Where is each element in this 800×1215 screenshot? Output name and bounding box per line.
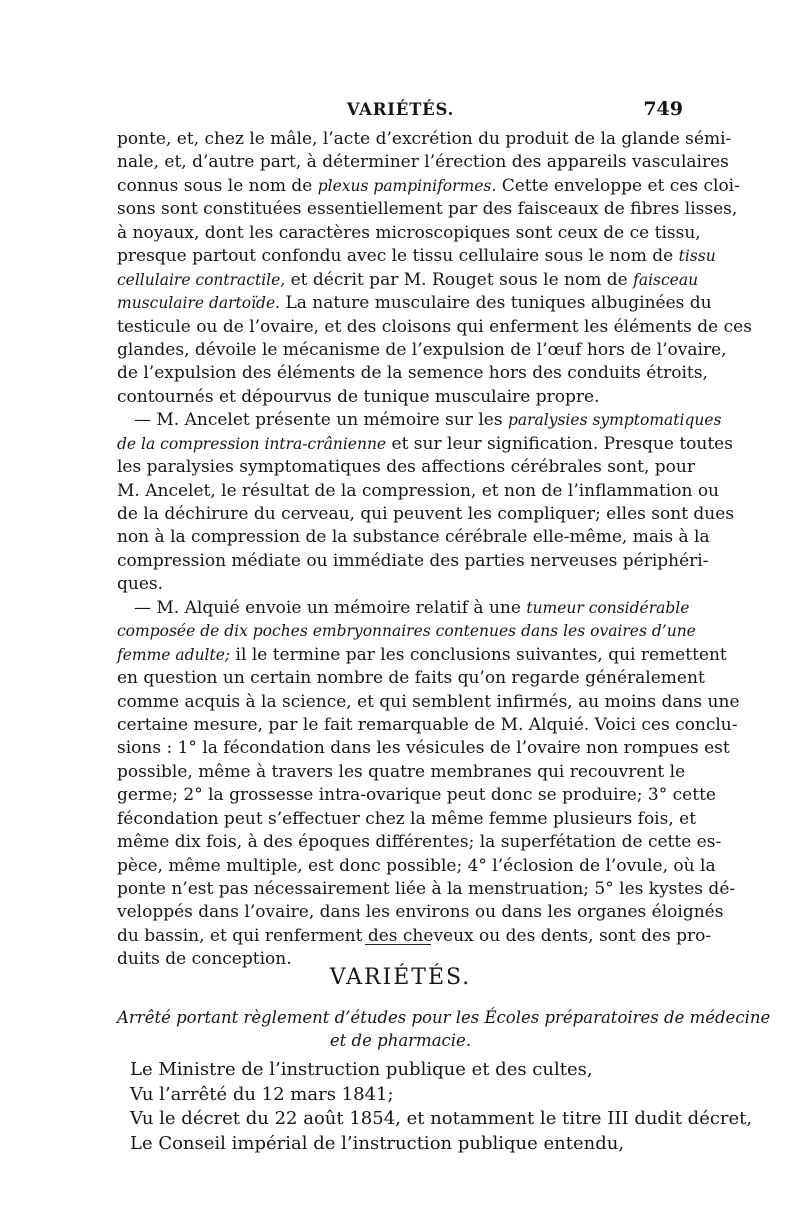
text-line (117, 269, 699, 292)
text-run: connus sous le nom de (117, 175, 318, 196)
text-line: comme acquis à la science, et qui semblent infirmés, au moins dans une (117, 691, 740, 712)
text-line: nale, et, d’autre part, à déterminer l’érection des appareils vasculaires (117, 152, 729, 173)
text-run: et sur leur signification. Presque toutes (386, 433, 733, 454)
text-run: La nature musculaire des tuniques albuginées du (280, 293, 712, 314)
text-line: germe; 2° la grossesse intra-ovarique peut donc se produire; 3° cette (117, 785, 716, 806)
decree-title (117, 1006, 771, 1052)
running-title: VARIÉTÉS. (346, 100, 455, 119)
text-line (117, 175, 740, 198)
text-run: presque partout confondu avec le tissu cellulaire sous le nom de (117, 246, 679, 267)
decree-title-line: Arrêté portant règlement d’études pour les Écoles préparatoires de médecine (117, 1008, 771, 1027)
text-line: les paralysies symptomatiques des affections cérébrales sont, pour (117, 457, 695, 478)
text-line (117, 644, 727, 667)
text-line: du bassin, et qui renferment des cheveux ou des dents, sont des pro- (117, 925, 712, 946)
italic-term: tumeur considérable (526, 598, 690, 617)
text-line: veloppés dans l’ovaire, dans les environs ou dans les organes éloignés (117, 902, 724, 923)
text-line: de la déchirure du cerveau, qui peuvent les compliquer; elles sont dues (117, 504, 735, 524)
text-line: possible, même à travers les quatre membranes qui recouvrent le (117, 761, 686, 782)
preamble-line: Le Conseil impérial de l’instruction publique entendu, (130, 1132, 625, 1154)
text-line (117, 245, 716, 268)
preamble-line: Vu le décret du 22 août 1854, et notamment le titre III dudit décret, (130, 1108, 753, 1130)
italic-term: paralysies symptomatiques (507, 411, 722, 430)
italic-term: plexus pampiniformes. (317, 176, 497, 195)
text-run: et décrit par M. Rouget sous le nom de (285, 269, 634, 290)
text-line: fécondation peut s’effectuer chez la même femme plusieurs fois, et (117, 808, 697, 829)
section-divider (365, 944, 431, 945)
text-line: ques. (117, 574, 164, 595)
text-line: certaine mesure, par le fait remarquable de M. Alquié. Voici ces conclu- (117, 714, 738, 735)
text-line: contournés et dépourvus de tunique musculaire propre. (117, 386, 600, 407)
text-run: Cette enveloppe et ces cloi- (496, 175, 740, 196)
text-line: sions : 1° la fécondation dans les vésicules de l’ovaire non rompues est (117, 738, 730, 759)
text-line: de l’expulsion des éléments de la semence hors des conduits étroits, (117, 363, 708, 384)
text-line: non à la compression de la substance cérébrale elle-même, mais à la (117, 527, 710, 548)
section-heading: VARIÉTÉS. (329, 965, 472, 990)
page-number: 749 (643, 98, 683, 120)
text-line: testicule ou de l’ovaire, et des cloisons qui enferment les éléments de ces (117, 316, 752, 337)
text-line: composée de dix poches embryonnaires contenues dans les ovaires d’une (117, 622, 696, 641)
preamble-line: Le Ministre de l’instruction publique et des cultes, (130, 1059, 593, 1080)
page-header (118, 100, 683, 126)
text-line (117, 409, 722, 432)
italic-term: de la compression intra-crânienne (117, 434, 387, 453)
italic-term: femme adulte; (117, 645, 231, 664)
text-line: ponte, et, chez le mâle, l’acte d’excrétion du produit de la glande sémi- (117, 129, 732, 149)
text-line: M. Ancelet, le résultat de la compression, et non de l’inflammation ou (117, 480, 719, 501)
text-line: ponte n’est pas nécessairement liée à la menstruation; 5° les kystes dé- (117, 879, 736, 899)
article-body (117, 128, 752, 972)
text-line (117, 597, 690, 620)
text-run: il le termine par les conclusions suivantes, qui remettent (230, 644, 727, 665)
text-run: — M. Ancelet présente un mémoire sur les (134, 410, 508, 431)
decree-title-line: et de pharmacie. (329, 1031, 472, 1050)
preamble (130, 1058, 753, 1156)
text-line: compression médiate ou immédiate des parties nerveuses périphéri- (117, 550, 709, 571)
italic-term: tissu (678, 247, 716, 266)
text-run: — M. Alquié envoie un mémoire relatif à une (134, 597, 527, 618)
text-line (117, 292, 712, 315)
text-line: à noyaux, dont les caractères microscopiques sont ceux de ce tissu, (117, 222, 701, 243)
italic-term: musculaire dartoïde. (117, 294, 281, 313)
text-line: glandes, dévoile le mécanisme de l’expulsion de l’œuf hors de l’ovaire, (117, 339, 727, 360)
text-line: en question un certain nombre de faits qu’on regarde généralement (117, 668, 705, 689)
text-line: sons sont constituées essentiellement par des faisceaux de fibres lisses, (117, 199, 738, 220)
text-line: pèce, même multiple, est donc possible; 4° l’éclosion de l’ovule, où la (117, 855, 716, 876)
text-line: duits de conception. (117, 949, 292, 970)
italic-term: faisceau (633, 270, 699, 289)
text-line (117, 433, 733, 456)
text-line: même dix fois, à des époques différentes; la superfétation de cette es- (117, 832, 722, 853)
preamble-line: Vu l’arrêté du 12 mars 1841; (130, 1083, 394, 1105)
italic-term: cellulaire contractile, (117, 270, 286, 289)
